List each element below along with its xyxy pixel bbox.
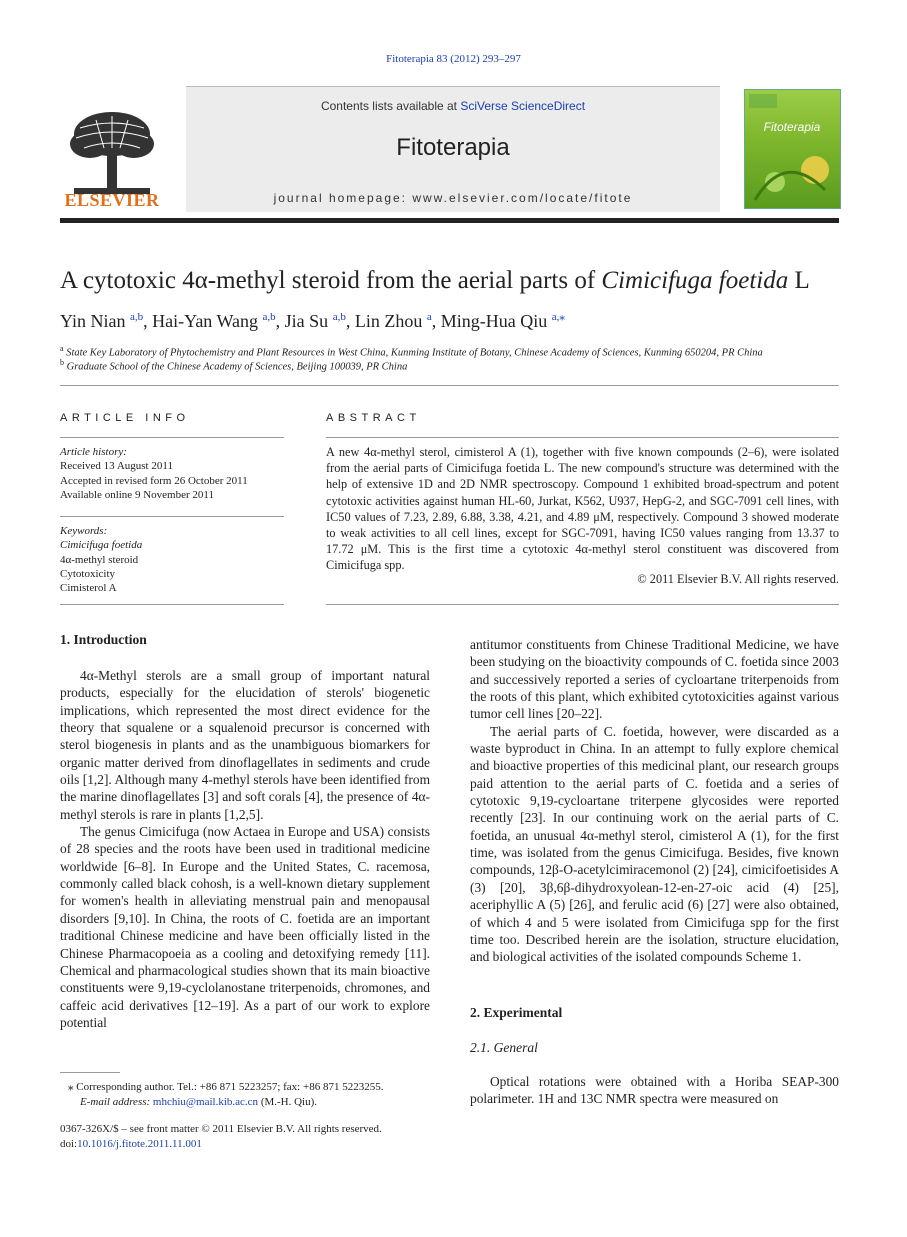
affiliation: $^a$ State Key Laboratory of Phytochemistry and Plant Resources in West China, Kunming Institute of Botany, Chinese Academy of Sciences, Kunming 650204, PR China bbox=[60, 344, 763, 359]
section-heading-experimental: 2. Experimental bbox=[470, 1005, 563, 1020]
issn-line: 0367-326X/$ – see front matter © 2011 Elsevier B.V. All rights reserved. bbox=[60, 1123, 382, 1135]
author: Hai-Yan Wang $^{a,b}$, bbox=[152, 311, 285, 331]
abstract-text: A new 4α-methyl sterol, cimisterol A (1), together with five known compounds (2–6), were isolated from the aerial parts of Cimicifuga foetida L. The new compound's structure was determined with the help of extensive 1D and 2D NMR spectroscopy. Compound 1 exhibited broad-spectrum and potent cytotoxic activities against human HL-60, Jurkat, K562, U937, HepG-2, and SGC-7091 cell lines, with IC50 values of 7.23, 2.89, 6.88, 3.38, 4.21, and 4.89 μM, respectively. Compound 3 showed moderate to weak activities to all cell lines, except for SGC-7091, having IC50 values ranging from 13.37 to 17.72 μM. This is the first time a cytotoxic 4α-methyl sterol constituent was discovered from Cimicifuga spp. bbox=[326, 445, 839, 573]
elsevier-wordmark: ELSEVIER bbox=[64, 190, 160, 210]
left-column-text bbox=[60, 667, 430, 1031]
journal-title: Fitoterapia bbox=[396, 134, 510, 161]
doi-link[interactable]: 10.1016/j.fitote.2011.11.001 bbox=[77, 1138, 202, 1150]
journal-citation[interactable]: Fitoterapia 83 (2012) 293–297 bbox=[386, 53, 521, 65]
footnote-divider bbox=[60, 1072, 120, 1073]
section-heading-introduction: 1. Introduction bbox=[60, 632, 147, 647]
divider bbox=[60, 385, 839, 386]
affiliation: $^b$ Graduate School of the Chinese Academy of Sciences, Beijing 100039, PR China bbox=[60, 358, 408, 373]
divider bbox=[326, 437, 839, 438]
doi-line: doi:10.1016/j.fitote.2011.11.001 bbox=[60, 1138, 202, 1150]
header-rule bbox=[60, 218, 839, 223]
author: Lin Zhou $^a$, bbox=[354, 311, 441, 331]
corresponding-author-note: ⁎ Corresponding author. Tel.: +86 871 5223257; fax: +86 871 5223255. bbox=[68, 1081, 384, 1093]
author: Yin Nian $^{a,b}$, bbox=[60, 311, 153, 331]
subsection-heading-general: 2.1. General bbox=[470, 1040, 538, 1055]
cover-leaves-graphic bbox=[745, 90, 840, 208]
author: Ming-Hua Qiu $^{a,⁎}$ bbox=[440, 311, 565, 331]
author: Jia Su $^{a,b}$, bbox=[284, 311, 355, 331]
divider bbox=[60, 516, 284, 517]
cover-title: Fitoterapia bbox=[763, 120, 821, 134]
abstract-heading: ABSTRACT bbox=[326, 412, 421, 424]
divider bbox=[326, 604, 839, 605]
article-info-heading: ARTICLE INFO bbox=[60, 412, 190, 424]
article-title: A cytotoxic 4α-methyl steroid from the aerial parts of Cimicifuga foetida L bbox=[60, 267, 810, 294]
right-column-text bbox=[470, 636, 839, 966]
author-list bbox=[60, 310, 860, 332]
journal-homepage[interactable]: journal homepage: www.elsevier.com/locate/fitote bbox=[273, 191, 633, 205]
divider bbox=[60, 437, 284, 438]
keywords: Keywords: Cimicifuga foetida 4α-methyl steroid Cytotoxicity Cimisterol A bbox=[60, 525, 143, 595]
divider bbox=[60, 604, 284, 605]
contents-available-line: Contents lists available at SciVerse ScienceDirect bbox=[320, 99, 586, 113]
paragraph: 4α-Methyl sterols are a small group of important natural products, especially for the elucidation of sterols' biogenetic implications, which represented the most direct evidence for the theory that squalene or a squalenoid precursor is concerned with sterol biogenesis in plants and as the unambiguous biomarkers for organic matter derived from dinoflagellates in sediments and crude oils [1,2]. Although many 4-methyl sterols have been identified from the marine dinoflagellates [3] and soft corals [4], the presence of 4α-methyl sterols is rare in plants [1,2,5]. bbox=[60, 668, 430, 822]
article-history: Article history: Received 13 August 2011 Accepted in revised form 26 October 2011 Available online 9 November 2011 bbox=[60, 446, 248, 501]
journal-cover-image bbox=[744, 89, 841, 209]
paragraph: antitumor constituents from Chinese Traditional Medicine, we have been studying on the bioactivity compounds of C. foetida since 2003 and successively reported a series of cycloartane triterpenoids from the roots of this plant, which exhibited cytotoxicities against various tumor cell lines [20–22]. bbox=[470, 637, 839, 722]
sciencedirect-link[interactable]: SciVerse ScienceDirect bbox=[460, 99, 586, 113]
abstract-copyright: © 2011 Elsevier B.V. All rights reserved. bbox=[637, 572, 839, 586]
paragraph: The aerial parts of C. foetida, however, were discarded as a waste byproduct in China. In an attempt to fully explore chemical and bioactive properties of this medicinal plant, our research groups paid attention to the aerial parts of C. foetida and a series of cytotoxic 9,19-cycloartane triterpene glycosides were reported recently [23]. In our continuing work on the aerial parts of C. foetida, an unusual 4α-methyl sterol, cimisterol A (1), for the first time, was isolated from the genus Cimicifuga. Besides, five known compounds, 12β-O-acetylcimiracemonol (2) [24], cimicifoetisides A (3) [20], 3β,6β-dihydroxyolean-12-en-27-oic acid (4) [25], aceriphyllic A (5) [26], and ferulic acid (6) [27] were also obtained, of which 4 and 5 were isolated from Cimicifuga spp for the first time too. Described herein are the isolation, structure elucidation, and biological activities of the isolated compounds Scheme 1. bbox=[470, 723, 839, 965]
paragraph: Optical rotations were obtained with a Horiba SEAP-300 polarimeter. 1H and 13C NMR spectra were measured on bbox=[470, 1074, 839, 1107]
general-text bbox=[470, 1073, 839, 1108]
author-email-link[interactable]: mhchiu@mail.kib.ac.cn bbox=[152, 1096, 259, 1108]
paragraph: The genus Cimicifuga (now Actaea in Europe and USA) consists of 28 species and the roots have been used in traditional medicine worldwide [6–8]. In Europe and the United States, C. racemosa, commonly called black cohosh, is a well-known dietary supplement for women's health in alleviating menstrual pain and menopausal disorders [9,10]. In China, the roots of C. foetida are an important traditional Chinese medicine and have been officially listed in the Chinese Pharmacopoeia as a cooling and detoxifying remedy [11]. Chemical and pharmacological studies shown that its main bioactive constituents were 9,19-cyclolanostane triterpenoids, chromones, and caffeic acid derivatives [12–19]. As a part of our work to explore potential bbox=[60, 824, 430, 1030]
email-note: E-mail address: mhchiu@mail.kib.ac.cn (M.-H. Qiu). bbox=[80, 1096, 318, 1108]
